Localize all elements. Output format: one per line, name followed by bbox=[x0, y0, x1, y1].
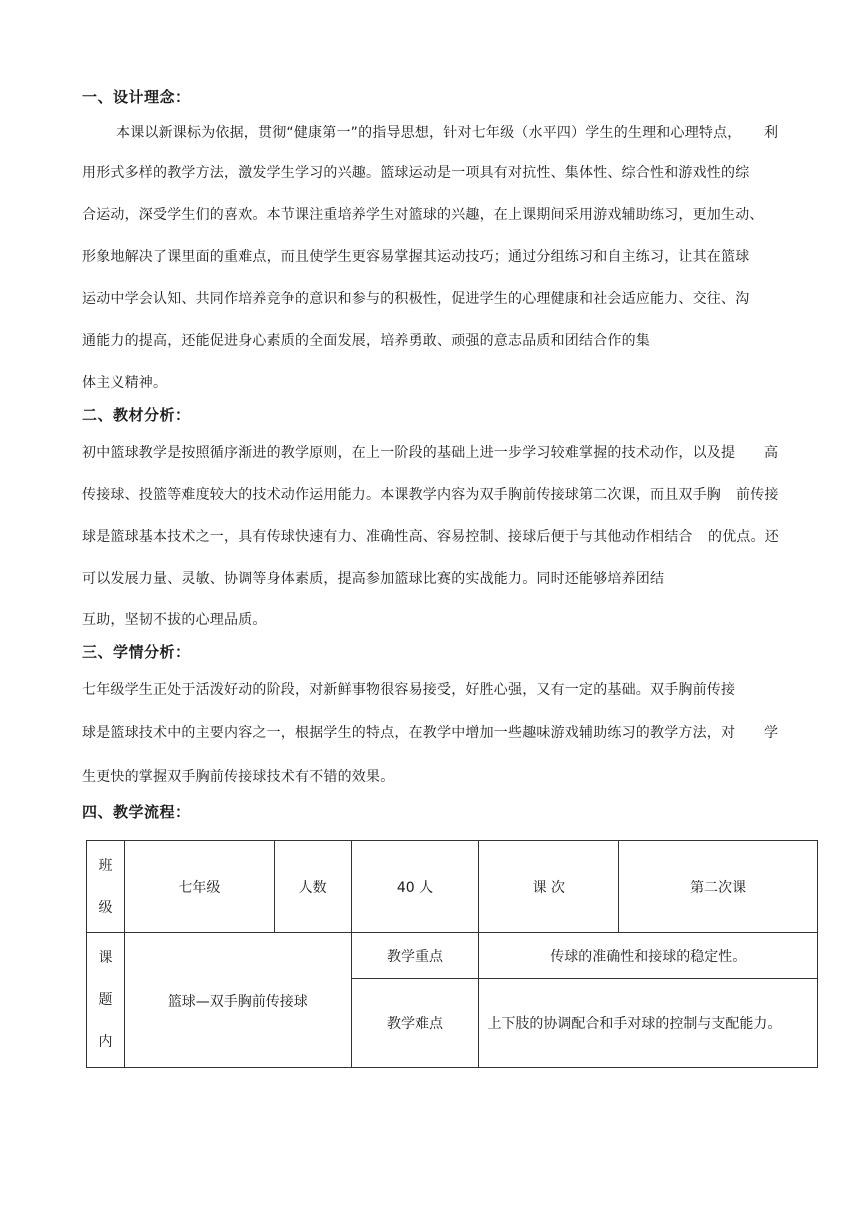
topic-label-char: 内 bbox=[98, 1034, 113, 1050]
lesson-info-table bbox=[86, 840, 818, 1068]
lesson-value-cell: 第二次课 bbox=[619, 841, 818, 933]
paragraph-line: 形象地解决了课里面的重难点，而且使学生更容易掌握其运动技巧；通过分组练习和自主练习，让其在篮球 bbox=[82, 249, 750, 265]
topic-label-cell bbox=[87, 933, 125, 1068]
key-value-cell: 传球的准确性和接球的稳定性。 bbox=[479, 933, 818, 979]
table-row bbox=[87, 841, 818, 933]
paragraph-line: 合运动，深受学生们的喜欢。本节课注重培养学生对篮球的兴趣，在上课期间采用游戏辅助练习，更加生动、 bbox=[82, 207, 764, 223]
class-label-char: 级 bbox=[98, 899, 113, 916]
paragraph-line: 七年级学生正处于活泼好动的阶段，对新鲜事物很容易接受，好胜心强，又有一定的基础。双手胸前传接 bbox=[82, 682, 736, 698]
topic-label-char: 课 bbox=[98, 950, 113, 966]
class-value-cell: 七年级 bbox=[124, 841, 274, 933]
paragraph-line: 运动中学会认知、共同作培养竞争的意识和参与的积极性，促进学生的心理健康和社会适应能力、交往、沟 bbox=[82, 291, 750, 307]
section-heading-material: 二、教材分析： bbox=[82, 406, 191, 424]
section-heading-students: 三、学情分析： bbox=[82, 643, 191, 661]
paragraph-line: 学 bbox=[764, 725, 779, 741]
section-heading-design: 一、设计理念： bbox=[82, 88, 191, 106]
paragraph-line: 传接球、投篮等难度较大的技术动作运用能力。本课教学内容为双手胸前传接球第二次课，而且双手胸 bbox=[82, 487, 721, 503]
topic-label-char: 题 bbox=[98, 992, 113, 1008]
paragraph-line: 利 bbox=[764, 125, 779, 141]
paragraph-line: 生更快的掌握双手胸前传接球技术有不错的效果。 bbox=[82, 769, 395, 785]
paragraph-line: 初中篮球教学是按照循序渐进的教学原则，在上一阶段的基础上进一步学习较难掌握的技术动作，以及提 bbox=[82, 445, 736, 461]
table-row bbox=[87, 933, 818, 979]
paragraph-line: 的优点。还 bbox=[708, 529, 779, 545]
difficulty-label-cell: 教学难点 bbox=[351, 979, 479, 1068]
difficulty-value-cell: 上下肢的协调配合和手对球的控制与支配能力。 bbox=[479, 979, 818, 1068]
topic-value-cell: 篮球—双手胸前传接球 bbox=[124, 933, 351, 1068]
paragraph-line: 可以发展力量、灵敏、协调等身体素质，提高参加篮球比赛的实战能力。同时还能够培养团结 bbox=[82, 571, 665, 587]
lesson-label-cell: 课 次 bbox=[479, 841, 619, 933]
section-heading-process: 四、教学流程： bbox=[82, 803, 191, 821]
paragraph-line: 互助，坚韧不拔的心理品质。 bbox=[82, 612, 267, 628]
count-label-cell: 人数 bbox=[274, 841, 351, 933]
paragraph-line: 用形式多样的教学方法，激发学生学习的兴趣。篮球运动是一项具有对抗性、集体性、综合性和游戏性的综 bbox=[82, 165, 750, 181]
paragraph-line: 本课以新课标为依据，贯彻“健康第一”的指导思想，针对七年级（水平四）学生的生理和心理特点， bbox=[116, 125, 742, 141]
class-label-cell bbox=[87, 841, 125, 933]
count-value-cell: 40 人 bbox=[351, 841, 479, 933]
paragraph-line: 球是篮球技术中的主要内容之一，根据学生的特点，在教学中增加一些趣味游戏辅助练习的教学方法，对 bbox=[82, 725, 736, 741]
key-label-cell: 教学重点 bbox=[351, 933, 479, 979]
paragraph-line: 体主义精神。 bbox=[82, 375, 168, 391]
paragraph-line: 球是篮球基本技术之一，具有传球快速有力、准确性高、容易控制、接球后便于与其他动作相结合 bbox=[82, 529, 693, 545]
paragraph-line: 通能力的提高，还能促进身心素质的全面发展，培养勇敢、顽强的意志品质和团结合作的集 bbox=[82, 333, 650, 349]
paragraph-line: 前传接 bbox=[736, 487, 779, 503]
paragraph-line: 高 bbox=[764, 445, 779, 461]
class-label-char: 班 bbox=[98, 857, 113, 874]
